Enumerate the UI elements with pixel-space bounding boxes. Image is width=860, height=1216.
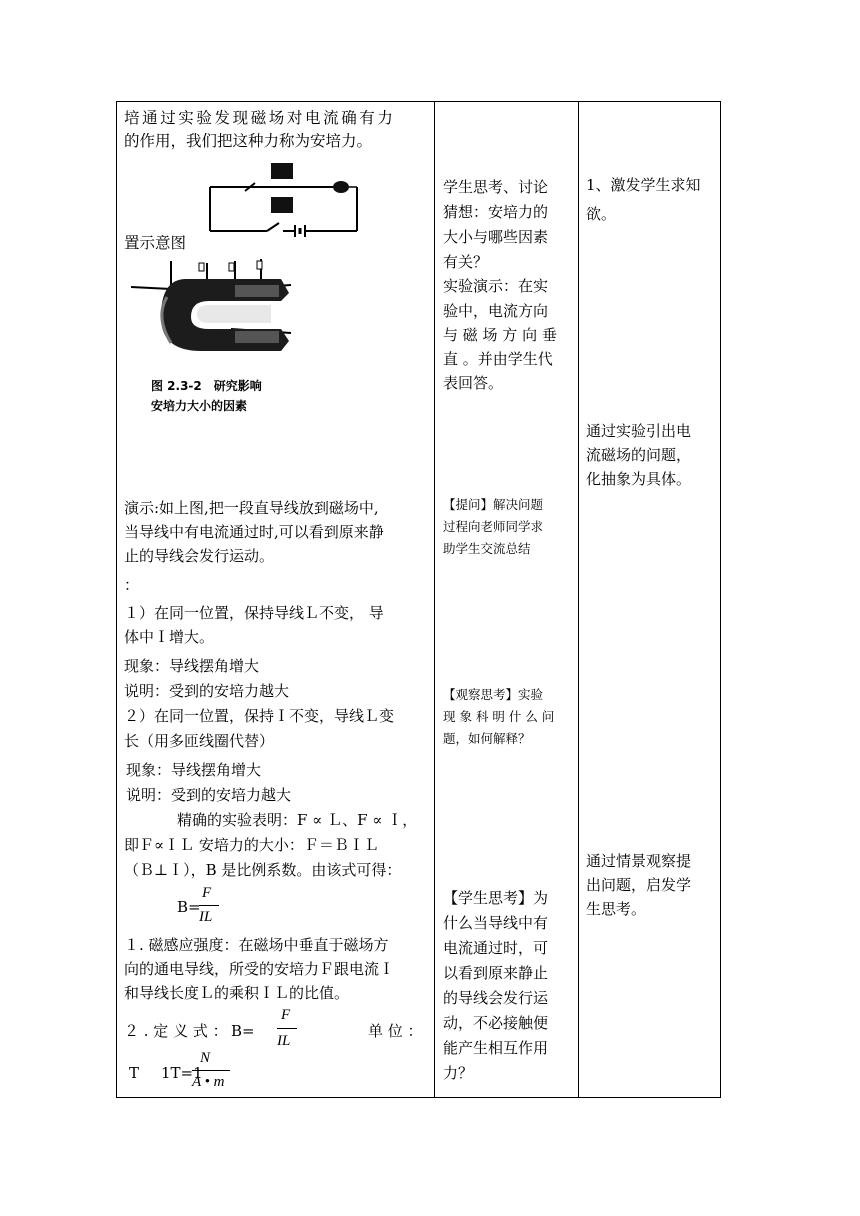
circuit-diagram <box>207 163 367 243</box>
definition-formula-numerator: F <box>281 1007 291 1023</box>
question-line: 【提问】解决问题 <box>443 497 544 512</box>
student-activity-column <box>435 102 578 1097</box>
goal-1-line: 欲。 <box>586 205 617 223</box>
experiment-2-line: ２）在同一位置，保持Ｉ不变，导线Ｌ变 <box>124 707 395 725</box>
formula-denominator: IL <box>199 909 213 925</box>
demo-line: 实验演示：在实 <box>443 277 549 295</box>
lesson-table <box>116 101 721 1098</box>
schematic-label: 置示意图 <box>124 234 187 252</box>
tesla-denominator: A • m <box>192 1074 225 1090</box>
goal-2-line: 流磁场的问题， <box>586 446 692 464</box>
intro-text-line: 的作用，我们把这种力称为安培力。 <box>124 132 373 150</box>
demo-text-line: 当导线中有电流通过时,可以看到原来静 <box>124 523 384 541</box>
goal-2-line: 通过实验引出电 <box>586 422 692 440</box>
precise-result-line: 即Ｆ∝ＩＬ 安培力的大小：Ｆ＝ＢＩＬ <box>124 836 379 854</box>
definition-1-line: １. 磁感应强度：在磁场中垂直于磁场方 <box>124 936 389 954</box>
experiment-2-phenomenon: 现象：导线摆角增大 <box>126 761 262 779</box>
question-line: 助学生交流总结 <box>443 541 531 556</box>
student-think-line: 能产生相互作用 <box>443 1039 549 1057</box>
definition-1-line: 向的通电导线，所受的安培力Ｆ跟电流Ｉ <box>124 960 395 978</box>
precise-result-line: （Ｂ⊥Ｉ），B 是比例系数。由该式可得： <box>124 861 402 879</box>
formula-fraction-bar <box>199 905 219 906</box>
demo-line: 与 磁 场 方 向 垂 <box>443 326 557 344</box>
student-think-line: 的导线会发行运 <box>443 989 549 1007</box>
tesla-fraction-bar <box>192 1070 230 1071</box>
magnet-apparatus-image <box>131 257 296 372</box>
demo-line: 直 。并由学生代 <box>443 350 553 368</box>
figure-caption: 安培力大小的因素 <box>151 399 248 413</box>
goal-3-line: 生思考。 <box>586 900 647 918</box>
experiment-1-phenomenon: 现象：导线摆角增大 <box>124 657 260 675</box>
definition-formula-denominator: IL <box>277 1033 291 1049</box>
intro-text-line: 培通过实验发现磁场对电流确有力 <box>124 109 396 127</box>
think-line: 学生思考、讨论 <box>443 178 549 196</box>
student-think-line: 动，不必接触便 <box>443 1014 549 1032</box>
think-line: 猜想：安培力的 <box>443 203 549 221</box>
goal-3-line: 出问题，启发学 <box>586 876 692 894</box>
experiment-1-line: 体中Ｉ增大。 <box>124 628 215 646</box>
goal-2-line: 化抽象为具体。 <box>586 470 692 488</box>
demo-text-line: 止的导线会发行运动。 <box>124 547 275 565</box>
tesla-definition: 1T=1 <box>161 1064 203 1082</box>
student-think-line: 以看到原来静止 <box>443 964 549 982</box>
student-think-line: 力？ <box>443 1064 474 1082</box>
demo-line: 表回答。 <box>443 374 504 392</box>
teaching-content-column <box>117 102 434 1097</box>
goal-1-line: 1、激发学生求知 <box>586 176 701 194</box>
think-line: 有关？ <box>443 253 489 271</box>
unit-label: 单 位 ： <box>368 1022 423 1040</box>
experiment-2-line: 长（用多匝线圈代替） <box>124 732 275 750</box>
student-think-line: 什么当导线中有 <box>443 914 549 932</box>
demo-line: 验中，电流方向 <box>443 302 549 320</box>
formula-prefix: B= <box>177 898 201 916</box>
tesla-numerator: N <box>200 1050 211 1066</box>
definition-1-line: 和导线长度Ｌ的乘积ＩＬ的比值。 <box>124 984 350 1002</box>
unit-symbol: T <box>129 1064 140 1082</box>
experiment-2-explanation: 说明：受到的安培力越大 <box>126 786 292 804</box>
goal-3-line: 通过情景观察提 <box>586 852 692 870</box>
experiment-1-line: １）在同一位置，保持导线Ｌ不变， 导 <box>124 604 384 622</box>
colon-line: ： <box>124 576 140 594</box>
demo-text-line: 演示:如上图,把一段直导线放到磁场中, <box>124 499 379 517</box>
question-line: 过程向老师同学求 <box>443 519 544 534</box>
definition-fraction-bar <box>277 1028 297 1029</box>
precise-result-line: 精确的实验表明：F ∝ Ｌ、F ∝ Ｉ， <box>177 811 418 829</box>
student-think-line: 【学生思考】为 <box>443 889 549 907</box>
figure-caption: 图 2.3-2 研究影响 <box>151 379 262 393</box>
observe-line: 题，如何解释？ <box>443 731 531 746</box>
think-line: 大小与哪些因素 <box>443 228 549 246</box>
design-intent-column <box>579 102 720 1097</box>
definition-formula-prefix: B= <box>231 1022 255 1040</box>
observe-line: 现 象 科 明 什 么 问 <box>443 709 555 724</box>
formula-numerator: F <box>202 885 212 901</box>
experiment-1-explanation: 说明：受到的安培力越大 <box>124 682 290 700</box>
observe-line: 【观察思考】实验 <box>443 687 544 702</box>
definition-2-label: ２ . 定 义 式 ： <box>124 1022 228 1040</box>
student-think-line: 电流通过时，可 <box>443 939 549 957</box>
